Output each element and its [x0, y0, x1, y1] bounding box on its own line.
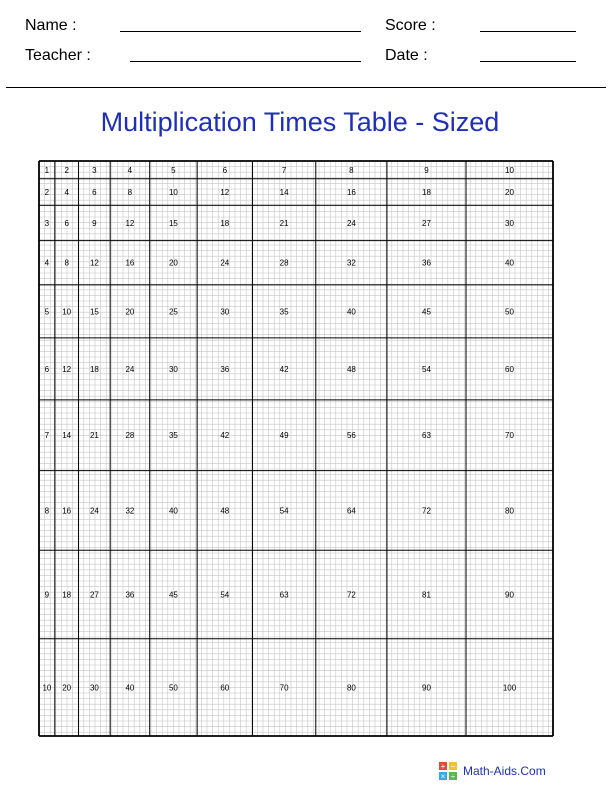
table-cell-value: 9 — [424, 165, 429, 175]
table-cell-value: 63 — [279, 590, 289, 600]
table-cell-value: 12 — [125, 218, 135, 228]
table-cell-value: 16 — [62, 506, 72, 516]
table-cell-value: 20 — [168, 258, 178, 268]
graph-grid — [39, 161, 553, 736]
table-cell-value: 72 — [422, 506, 431, 516]
table-cell-value: 6 — [222, 165, 228, 175]
table-cell-value: 70 — [279, 683, 289, 693]
table-cell-value: 30 — [89, 683, 99, 693]
table-cell-value: 3 — [92, 165, 97, 175]
score-label: Score : — [385, 17, 436, 34]
table-cell-value: 20 — [125, 307, 135, 317]
table-cell-value: 36 — [220, 364, 230, 374]
table-cell-value: 7 — [281, 165, 287, 175]
table-cell-value: 35 — [279, 307, 289, 317]
table-cell-value: 14 — [279, 188, 289, 197]
table-cell-value: 45 — [422, 307, 431, 317]
table-cell-value: 64 — [346, 506, 356, 516]
table-cell-value: 12 — [62, 364, 72, 374]
table-cell-value: 49 — [279, 431, 289, 441]
svg-text:÷: ÷ — [450, 772, 456, 781]
calculator-icon — [438, 761, 458, 781]
table-cell-value: 4 — [44, 258, 50, 268]
table-cell-value: 30 — [168, 364, 178, 374]
name-label: Name : — [25, 17, 77, 34]
table-cell-value: 15 — [168, 218, 178, 228]
table-cell-value: 16 — [125, 258, 135, 268]
table-cell-value: 9 — [92, 218, 97, 228]
table-cell-value: 36 — [422, 258, 431, 268]
table-cell-value: 6 — [92, 188, 97, 197]
table-cell-value: 10 — [505, 165, 514, 175]
table-cell-value: 54 — [422, 364, 431, 374]
date-label: Date : — [385, 47, 428, 64]
table-cell-value: 63 — [422, 431, 431, 441]
table-cell-value: 40 — [168, 506, 178, 516]
table-cell-value: 40 — [125, 683, 135, 693]
table-cell-value: 20 — [505, 188, 514, 197]
table-cell-value: 24 — [89, 506, 99, 516]
footer-brand-text: Math-Aids.Com — [463, 764, 546, 778]
table-cell-value: 8 — [44, 506, 50, 516]
table-cell-value: 81 — [422, 590, 431, 600]
table-cell-value: 5 — [44, 307, 50, 317]
table-cell-value: 9 — [44, 590, 50, 600]
table-cell-value: 90 — [505, 590, 514, 600]
table-cell-value: 50 — [505, 307, 514, 317]
table-cell-value: 40 — [505, 258, 514, 268]
table-cell-value: 80 — [346, 683, 356, 693]
table-cell-value: 60 — [505, 364, 514, 374]
table-cell-value: 4 — [127, 165, 133, 175]
table-cell-value: 45 — [168, 590, 178, 600]
table-cell-value: 21 — [279, 218, 289, 228]
table-cell-value: 32 — [346, 258, 356, 268]
table-cell-value: 18 — [62, 590, 72, 600]
table-cell-value: 16 — [346, 188, 356, 197]
table-cell-value: 32 — [125, 506, 135, 516]
table-cell-value: 8 — [349, 165, 354, 175]
table-cell-value: 70 — [505, 431, 514, 441]
table-cell-value: 18 — [89, 364, 99, 374]
table-cell-value: 15 — [89, 307, 99, 317]
table-cell-value: 35 — [168, 431, 178, 441]
table-cell-value: 12 — [89, 258, 99, 268]
table-cell-value: 90 — [422, 683, 431, 693]
table-cell-value: 24 — [346, 218, 356, 228]
table-cell-value: 25 — [168, 307, 178, 317]
table-cell-value: 8 — [64, 258, 69, 268]
table-cell-value: 14 — [62, 431, 72, 441]
table-cell-value: 1 — [44, 165, 50, 175]
table-cell-value: 27 — [422, 218, 431, 228]
svg-text:−: − — [450, 762, 456, 771]
table-cell-value: 12 — [220, 188, 230, 197]
table-cell-value: 7 — [44, 431, 50, 441]
table-cell-value: 27 — [89, 590, 99, 600]
table-cell-value: 50 — [168, 683, 178, 693]
table-cell-value: 20 — [62, 683, 72, 693]
table-cell-value: 10 — [62, 307, 72, 317]
teacher-label: Teacher : — [25, 47, 91, 64]
table-cell-value: 18 — [220, 218, 230, 228]
table-cell-value: 10 — [168, 188, 178, 197]
table-cell-value: 6 — [64, 218, 69, 228]
table-cell-value: 21 — [89, 431, 99, 441]
table-cell-value: 28 — [279, 258, 289, 268]
table-cell-value: 5 — [171, 165, 176, 175]
table-cell-value: 4 — [64, 188, 69, 197]
table-cell-value: 30 — [220, 307, 230, 317]
table-cell-value: 54 — [279, 506, 289, 516]
table-cell-value: 8 — [127, 188, 133, 197]
table-cell-value: 36 — [125, 590, 135, 600]
table-cell-value: 54 — [220, 590, 230, 600]
table-cell-value: 3 — [44, 218, 50, 228]
table-cell-value: 24 — [125, 364, 135, 374]
table-cell-value: 60 — [220, 683, 230, 693]
table-cell-value: 48 — [346, 364, 356, 374]
table-cell-value: 6 — [44, 364, 50, 374]
table-cell-value: 100 — [502, 683, 517, 693]
table-cell-value: 30 — [505, 218, 514, 228]
table-cell-value: 10 — [42, 683, 52, 693]
footer-brand — [438, 760, 546, 782]
table-cell-value: 42 — [220, 431, 230, 441]
table-cell-value: 24 — [220, 258, 230, 268]
table-cell-value: 48 — [220, 506, 230, 516]
table-cell-value: 56 — [346, 431, 356, 441]
table-cell-value: 2 — [44, 188, 50, 197]
table-cell-value: 72 — [346, 590, 356, 600]
table-cell-value: 40 — [346, 307, 356, 317]
table-cell-value: 42 — [279, 364, 289, 374]
page-title: Multiplication Times Table - Sized — [100, 107, 500, 137]
table-cell-value: 28 — [125, 431, 135, 441]
svg-text:×: × — [440, 772, 446, 781]
svg-text:+: + — [440, 762, 446, 771]
table-cell-value: 2 — [64, 165, 69, 175]
table-cell-value: 18 — [422, 188, 431, 197]
table-cell-value: 80 — [505, 506, 514, 516]
